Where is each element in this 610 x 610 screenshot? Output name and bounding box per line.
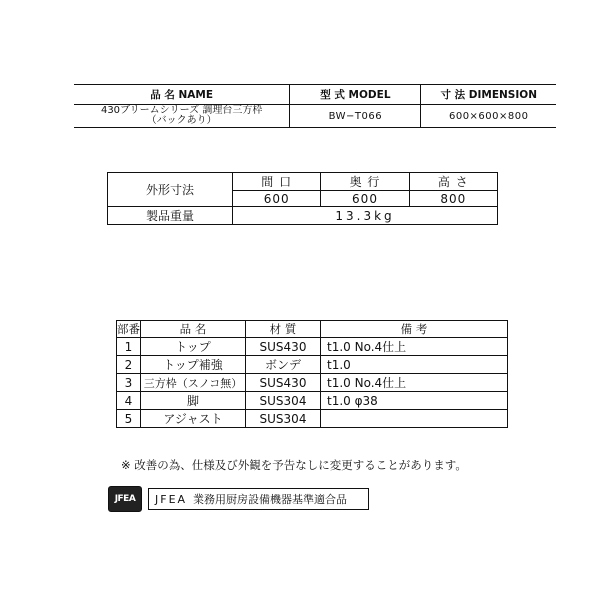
width-header: 間 口 — [233, 173, 321, 191]
part-name: アジャスト — [141, 410, 246, 428]
jfea-logo-icon: JFEA — [108, 486, 142, 512]
part-name: 三方枠（スノコ無） — [141, 374, 246, 392]
table-row — [117, 410, 508, 428]
part-material: SUS430 — [246, 338, 321, 356]
part-no: 2 — [117, 356, 141, 374]
table-row — [117, 374, 508, 392]
remarks-header: 備 考 — [321, 321, 508, 338]
parts-table — [116, 320, 508, 428]
part-material: SUS304 — [246, 392, 321, 410]
dimension-header: 寸 法 DIMENSION — [421, 85, 556, 105]
product-header-row — [74, 85, 556, 105]
part-material: ボンデ — [246, 356, 321, 374]
product-model: BW−T066 — [290, 105, 421, 128]
part-name: トップ補強 — [141, 356, 246, 374]
part-remarks — [321, 410, 508, 428]
width-value: 600 — [233, 191, 321, 207]
part-remarks: t1.0 No.4仕上 — [321, 374, 508, 392]
table-row — [117, 356, 508, 374]
jfea-description: 業務用厨房設備機器基準適合品 — [193, 493, 348, 506]
product-name-line1: 430ブリームシリーズ 調理台三方枠 — [100, 105, 263, 116]
weight-label: 製品重量 — [108, 207, 233, 225]
product-row — [74, 105, 556, 128]
dims-header-row — [108, 173, 498, 191]
part-remarks: t1.0 No.4仕上 — [321, 338, 508, 356]
part-no: 4 — [117, 392, 141, 410]
part-no: 1 — [117, 338, 141, 356]
model-header: 型 式 MODEL — [290, 85, 421, 105]
product-name-line2: （バックあり） — [146, 115, 217, 126]
part-no: 5 — [117, 410, 141, 428]
weight-value: 13.3kg — [233, 207, 498, 225]
jfea-badge — [108, 486, 369, 512]
part-material: SUS430 — [246, 374, 321, 392]
height-value: 800 — [409, 191, 497, 207]
change-notice: ※ 改善の為、仕様及び外観を予告なしに変更することがあります。 — [121, 458, 467, 472]
table-row — [117, 338, 508, 356]
material-header: 材 質 — [246, 321, 321, 338]
part-name: トップ — [141, 338, 246, 356]
table-row — [117, 392, 508, 410]
dimensions-table — [107, 172, 498, 225]
product-name-cell — [74, 105, 290, 128]
parts-header-row — [117, 321, 508, 338]
jfea-abbr: JFEA — [155, 492, 188, 506]
part-remarks: t1.0 — [321, 356, 508, 374]
part-no: 3 — [117, 374, 141, 392]
jfea-label — [148, 488, 369, 510]
part-name: 脚 — [141, 392, 246, 410]
name-header: 品 名 NAME — [74, 85, 290, 105]
part-no-header: 部番 — [117, 322, 140, 336]
outer-dimension-label: 外形寸法 — [108, 173, 233, 207]
depth-value: 600 — [321, 191, 409, 207]
depth-header: 奥 行 — [321, 173, 409, 191]
product-table — [74, 84, 556, 128]
product-dimension: 600×600×800 — [421, 105, 556, 128]
weight-row — [108, 207, 498, 225]
height-header: 高 さ — [409, 173, 497, 191]
part-material: SUS304 — [246, 410, 321, 428]
part-remarks: t1.0 φ38 — [321, 392, 508, 410]
part-name-header: 品 名 — [141, 321, 246, 338]
